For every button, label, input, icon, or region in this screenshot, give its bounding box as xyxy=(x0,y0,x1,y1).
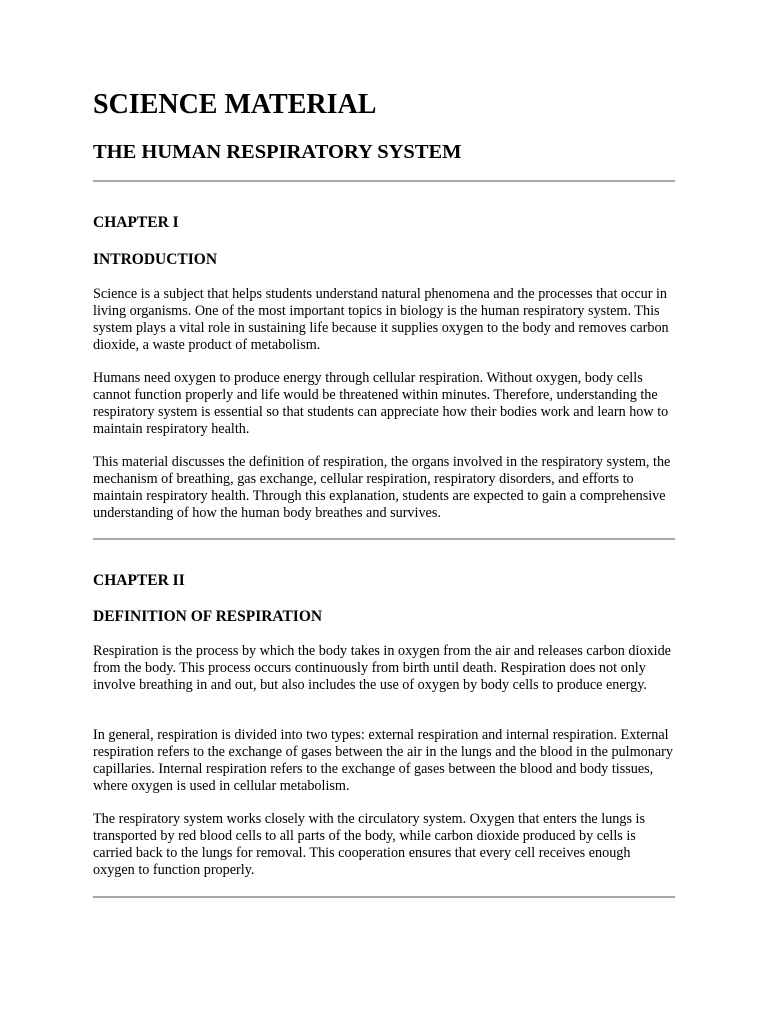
chapter-2-paragraph-3: The respiratory system works closely with the circulatory system. Oxygen that enters the lungs is transported by red blood cells to all parts of the body, while carbon dioxide produced by cells is carried back to the lungs for removal. This cooperation ensures that every cell receives enough oxygen to function properly. xyxy=(93,811,646,878)
section-divider xyxy=(93,180,675,182)
chapter-1-paragraph-3: This material discusses the definition of respiration, the organs involved in the respiratory system, the mechanism of breathing, gas exchange, cellular respiration, respiratory disorders, and efforts to maintain respiratory health. Through this explanation, students are expected to gain a comprehensive understanding of how the human body breathes and survives. xyxy=(93,454,671,521)
chapter-1-paragraph-2: Humans need oxygen to produce energy through cellular respiration. Without oxygen, body cells cannot function properly and life would be threatened within minutes. Therefore, understanding the respiratory system is essential so that students can appreciate how their bodies work and learn how to maintain respiratory health. xyxy=(93,370,669,437)
document-subtitle: THE HUMAN RESPIRATORY SYSTEM xyxy=(93,141,462,163)
chapter-2-heading: DEFINITION OF RESPIRATION xyxy=(93,608,323,625)
chapter-2-label: CHAPTER II xyxy=(93,572,185,589)
section-divider xyxy=(93,538,675,540)
chapter-1-heading: INTRODUCTION xyxy=(93,251,218,268)
chapter-1-paragraph-1: Science is a subject that helps students understand natural phenomena and the processes that occur in living organisms. One of the most important topics in biology is the human respiratory system. This system plays a vital role in sustaining life because it supplies oxygen to the body and removes carbon dioxide, a waste product of metabolism. xyxy=(93,286,669,353)
chapter-2-paragraph-2: In general, respiration is divided into two types: external respiration and internal respiration. External respiration refers to the exchange of gases between the air in the lungs and the blood in the pulmonary capillaries. Internal respiration refers to the exchange of gases between the blood and body tissues, where oxygen is used in cellular metabolism. xyxy=(93,727,673,794)
section-divider xyxy=(93,896,675,898)
chapter-2-paragraph-1: Respiration is the process by which the body takes in oxygen from the air and releases carbon dioxide from the body. This process occurs continuously from birth until death. Respiration does not only involve breathing in and out, but also includes the use of oxygen by body cells to produce energy. xyxy=(93,643,671,693)
chapter-1-label: CHAPTER I xyxy=(93,214,179,231)
document-title: SCIENCE MATERIAL xyxy=(93,89,377,120)
